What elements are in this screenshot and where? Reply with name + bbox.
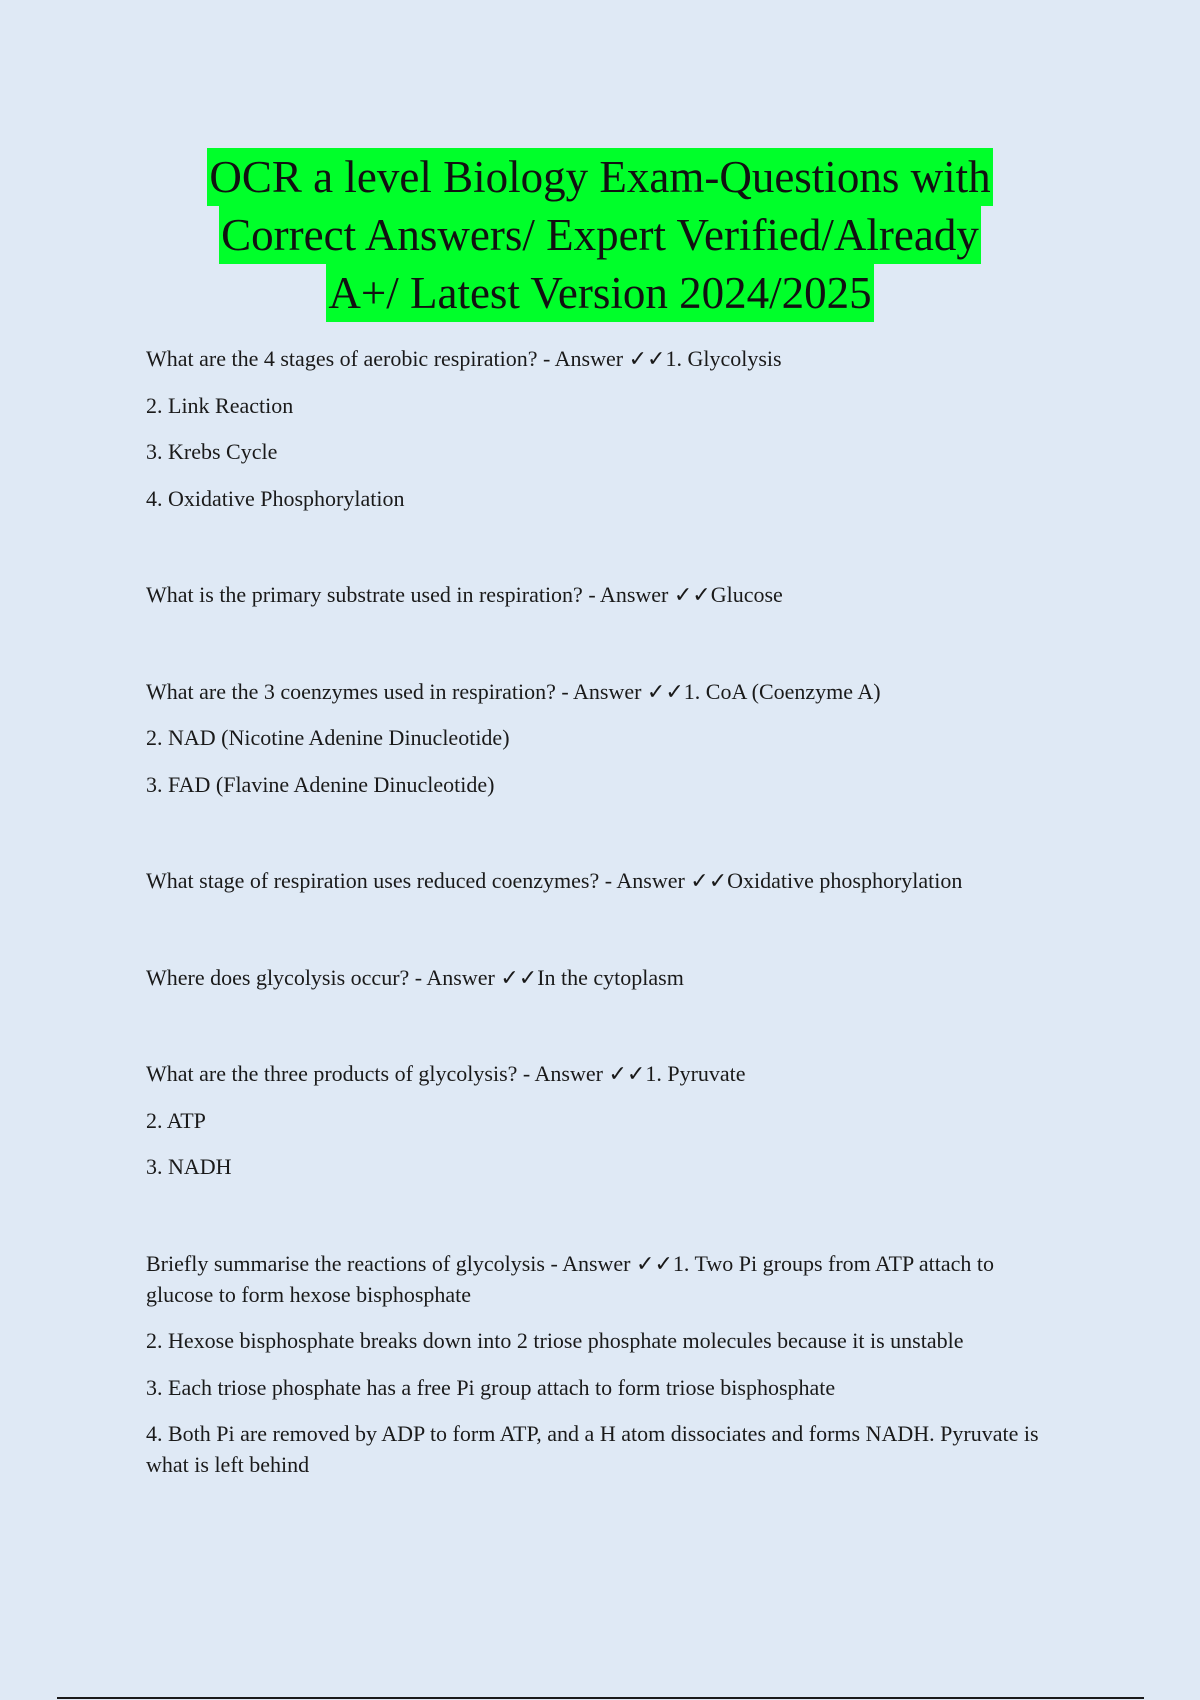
question-text: What stage of respiration uses reduced coenzymes? - Answer ✓✓Oxidative phosphorylation [146,868,963,893]
answer-line: 4. Oxidative Phosphorylation [146,485,405,511]
question-text: Where does glycolysis occur? - Answer ✓✓In the cytoplasm [146,964,684,990]
answer-line: 2. Link Reaction [146,392,294,418]
question-text: What are the 4 stages of aerobic respiration? - Answer ✓✓1. Glycolysis [146,346,782,371]
qa-list [146,343,1066,1496]
answer-line: 3. Each triose phosphate has a free Pi group attach to form triose bisphosphate [146,1374,836,1400]
answer-line: 2. Hexose bisphosphate breaks down into 2 triose phosphate molecules because it is unstable [146,1328,964,1353]
question-text: Briefly summarise the reactions of glycolysis - Answer ✓✓1. Two Pi groups from ATP attach to glucose to form hexose bisphosphate [146,1250,994,1307]
qa-item [146,1058,1066,1182]
answer-line: 2. ATP [146,1107,206,1133]
document-title [0,148,1200,322]
page-bottom-rule [57,1697,1144,1699]
answer-line: 3. FAD (Flavine Adenine Dinucleotide) [146,771,495,797]
answer-line: 2. NAD (Nicotine Adenine Dinucleotide) [146,725,510,750]
qa-item [146,962,1066,993]
title-line-1: OCR a level Biology Exam-Questions with [207,148,992,206]
qa-item [146,865,1066,896]
question-text: What are the 3 coenzymes used in respiration? - Answer ✓✓1. CoA (Coenzyme A) [146,678,881,704]
qa-item [146,343,1066,514]
qa-item [146,1248,1066,1481]
answer-line: 3. NADH [146,1154,232,1179]
title-line-2: Correct Answers/ Expert Verified/Already [219,206,981,264]
title-line-3: A+/ Latest Version 2024/2025 [326,264,873,322]
question-text: What are the three products of glycolysis? - Answer ✓✓1. Pyruvate [146,1061,746,1086]
answer-line: 4. Both Pi are removed by ADP to form ATP, and a H atom dissociates and forms NADH. Pyruvate is what is left behind [146,1421,1039,1477]
qa-item [146,579,1066,610]
qa-item [146,676,1066,800]
answer-line: 3. Krebs Cycle [146,439,278,464]
question-text: What is the primary substrate used in respiration? - Answer ✓✓Glucose [146,582,783,607]
